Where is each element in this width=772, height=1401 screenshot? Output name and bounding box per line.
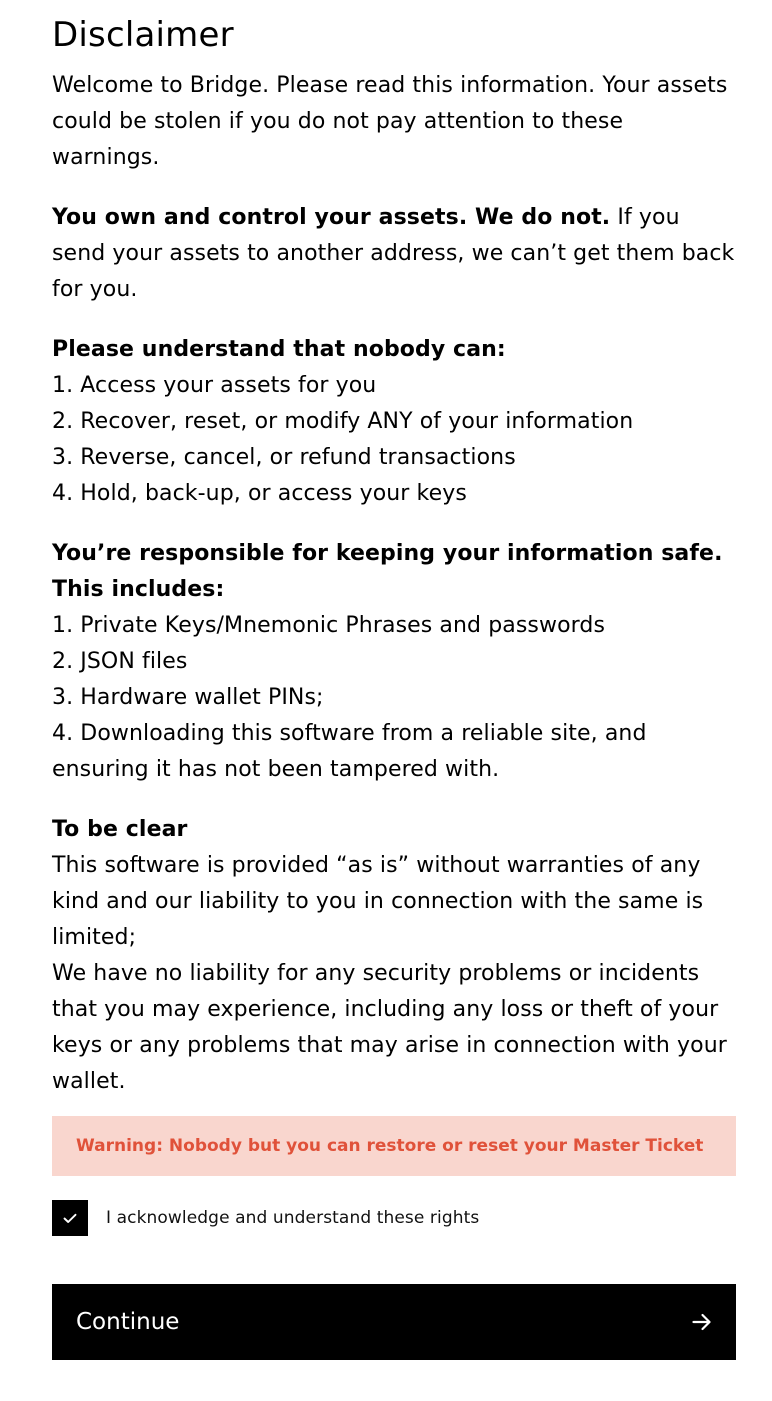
acknowledge-label: I acknowledge and understand these rights (106, 1208, 480, 1228)
ownership-rest: If you send your assets to another address, we can’t get them back for you. (52, 205, 735, 302)
to-be-clear-line: This software is provided “as is” without warranties of any kind and our liability to you in connection with the same is limited; (52, 853, 704, 950)
page-title: Disclaimer (52, 15, 234, 55)
continue-label: Continue (76, 1309, 180, 1335)
responsible-item: 3. Hardware wallet PINs; (52, 685, 324, 710)
continue-button[interactable] (52, 1284, 736, 1360)
responsible-item: 4. Downloading this software from a reliable site, and ensuring it has not been tampered with. (52, 721, 647, 782)
responsible-section (52, 536, 736, 788)
acknowledge-checkbox[interactable] (52, 1200, 88, 1236)
arrow-right-icon (692, 1313, 712, 1331)
to-be-clear-heading: To be clear (52, 817, 188, 842)
to-be-clear-line: We have no liability for any security problems or incidents that you may experience, including any loss or theft of your keys or any problems that may arise in connection with your wallet. (52, 961, 727, 1094)
nobody-can-section (52, 332, 736, 512)
acknowledge-row (52, 1200, 736, 1236)
responsible-item: 2. JSON files (52, 649, 188, 674)
disclaimer-page (52, 0, 736, 1360)
to-be-clear-section (52, 812, 736, 1100)
nobody-can-item: 1. Access your assets for you (52, 373, 377, 398)
intro-text: Welcome to Bridge. Please read this information. Your assets could be stolen if you do not pay attention to these warnings. (52, 73, 728, 170)
ownership-text (52, 200, 736, 308)
ownership-bold: You own and control your assets. We do not. (52, 205, 611, 230)
responsible-item: 1. Private Keys/Mnemonic Phrases and passwords (52, 613, 606, 638)
nobody-can-item: 3. Reverse, cancel, or refund transactions (52, 445, 516, 470)
nobody-can-item: 2. Recover, reset, or modify ANY of your information (52, 409, 634, 434)
warning-banner: Warning: Nobody but you can restore or reset your Master Ticket (52, 1116, 736, 1176)
check-icon (63, 1213, 77, 1224)
nobody-can-heading: Please understand that nobody can: (52, 337, 506, 362)
nobody-can-item: 4. Hold, back-up, or access your keys (52, 481, 467, 506)
responsible-heading: You’re responsible for keeping your information safe. This includes: (52, 541, 723, 602)
